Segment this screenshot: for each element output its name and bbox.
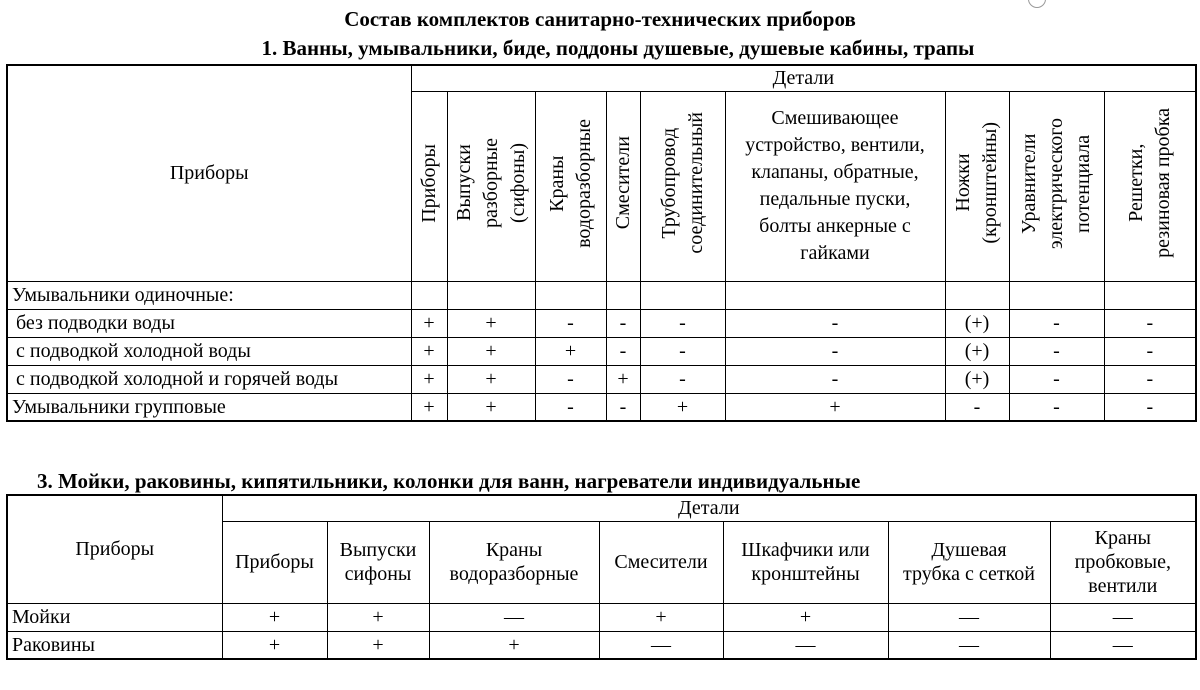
column-header-label: Смесители bbox=[611, 136, 634, 230]
row-label: Умывальники групповые bbox=[7, 393, 411, 421]
group-header-details: Детали bbox=[222, 495, 1196, 521]
column-header: Душевая трубка с сеткой bbox=[888, 521, 1050, 603]
table-cell: + bbox=[606, 365, 640, 393]
table-cell: - bbox=[535, 309, 606, 337]
table-cell: + bbox=[640, 393, 725, 421]
table-cell bbox=[725, 281, 945, 309]
table-cell: — bbox=[1050, 631, 1196, 659]
table-sanitary-fixtures bbox=[6, 64, 1197, 422]
table-row bbox=[7, 365, 1196, 393]
column-header bbox=[535, 91, 606, 281]
table-cell: + bbox=[222, 603, 327, 631]
table-cell: - bbox=[725, 337, 945, 365]
column-header bbox=[606, 91, 640, 281]
table-cell: — bbox=[888, 631, 1050, 659]
table-cell: - bbox=[1104, 393, 1196, 421]
table-cell bbox=[1009, 281, 1104, 309]
table-cell: + bbox=[447, 337, 535, 365]
table-cell: + bbox=[222, 631, 327, 659]
column-header-label: Приборы bbox=[417, 143, 440, 223]
column-header-label: Решетки, резиновая пробка bbox=[1124, 108, 1174, 258]
column-header bbox=[640, 91, 725, 281]
table-cell: - bbox=[1009, 309, 1104, 337]
column-header bbox=[1104, 91, 1196, 281]
column-header-label: Выпуски разборные (сифоны) bbox=[452, 138, 529, 228]
column-header: Смешивающее устройство, вентили, клапаны, обратные, педальные пуски, болты анкерные с гайками bbox=[725, 91, 945, 281]
table-cell bbox=[411, 281, 447, 309]
table-cell bbox=[945, 281, 1009, 309]
table-cell: + bbox=[447, 365, 535, 393]
table-cell: - bbox=[606, 309, 640, 337]
table-cell: - bbox=[1009, 393, 1104, 421]
table-row bbox=[7, 603, 1196, 631]
table-row bbox=[7, 337, 1196, 365]
column-header-label: Краны водоразборные bbox=[545, 118, 595, 248]
table-cell: — bbox=[1050, 603, 1196, 631]
table-cell bbox=[606, 281, 640, 309]
table-cell: - bbox=[606, 337, 640, 365]
table-cell: + bbox=[447, 309, 535, 337]
column-header-label: Уравнители электрического потенциала bbox=[1018, 117, 1094, 249]
table-cell: + bbox=[723, 603, 888, 631]
table-cell: + bbox=[327, 603, 429, 631]
table-cell: + bbox=[411, 365, 447, 393]
table-sinks-heaters bbox=[6, 494, 1197, 660]
table-cell bbox=[1104, 281, 1196, 309]
row-label: Умывальники одиночные: bbox=[7, 281, 411, 309]
group-header-details: Детали bbox=[411, 65, 1196, 91]
table-cell: + bbox=[411, 337, 447, 365]
table-row bbox=[7, 309, 1196, 337]
table-cell: - bbox=[1009, 365, 1104, 393]
column-header: Шкафчики или кронштейны bbox=[723, 521, 888, 603]
row-header-cell: Приборы bbox=[7, 65, 411, 281]
table-cell bbox=[447, 281, 535, 309]
table-cell: + bbox=[327, 631, 429, 659]
table-cell: — bbox=[888, 603, 1050, 631]
table-cell: - bbox=[1009, 337, 1104, 365]
column-header bbox=[447, 91, 535, 281]
column-header: Краны пробковые, вентили bbox=[1050, 521, 1196, 603]
table-cell: + bbox=[599, 603, 723, 631]
table-cell bbox=[640, 281, 725, 309]
column-header bbox=[411, 91, 447, 281]
table-cell: - bbox=[535, 393, 606, 421]
column-header: Смесители bbox=[599, 521, 723, 603]
row-label: Раковины bbox=[7, 631, 222, 659]
row-label: без подводки воды bbox=[7, 309, 411, 337]
row-label: Мойки bbox=[7, 603, 222, 631]
table-cell: - bbox=[725, 365, 945, 393]
table-cell: - bbox=[945, 393, 1009, 421]
table-cell: - bbox=[725, 309, 945, 337]
column-header bbox=[945, 91, 1009, 281]
table-cell: + bbox=[447, 393, 535, 421]
row-label: с подводкой холодной и горячей воды bbox=[7, 365, 411, 393]
column-header bbox=[1009, 91, 1104, 281]
table-row bbox=[7, 393, 1196, 421]
table-cell bbox=[535, 281, 606, 309]
table-cell: - bbox=[535, 365, 606, 393]
table-row bbox=[7, 631, 1196, 659]
column-header: Выпуски сифоны bbox=[327, 521, 429, 603]
table-cell: + bbox=[429, 631, 599, 659]
table-cell: + bbox=[535, 337, 606, 365]
table-cell: — bbox=[429, 603, 599, 631]
table-cell: (+) bbox=[945, 337, 1009, 365]
table-cell: + bbox=[411, 309, 447, 337]
table-cell: + bbox=[725, 393, 945, 421]
table-cell: (+) bbox=[945, 309, 1009, 337]
column-header-label: Ножки (кронштейны) bbox=[952, 122, 1001, 244]
table-cell: - bbox=[640, 365, 725, 393]
table-cell: - bbox=[1104, 337, 1196, 365]
table-cell: - bbox=[1104, 309, 1196, 337]
column-header: Приборы bbox=[222, 521, 327, 603]
table-cell: — bbox=[723, 631, 888, 659]
table-row bbox=[7, 281, 1196, 309]
table-cell: - bbox=[1104, 365, 1196, 393]
table-cell: (+) bbox=[945, 365, 1009, 393]
section-3-heading: 3. Мойки, раковины, кипятильники, колонки для ванн, нагреватели индивидуальные bbox=[37, 469, 861, 493]
table-cell: - bbox=[606, 393, 640, 421]
section-1-heading: 1. Ванны, умывальники, биде, поддоны душевые, душевые кабины, трапы bbox=[261, 36, 975, 60]
document-title: Состав комплектов санитарно-технических приборов bbox=[344, 7, 856, 31]
column-header-label: Трубопровод соединительный bbox=[657, 112, 707, 254]
row-header-cell: Приборы bbox=[7, 495, 222, 603]
column-header: Краны водоразборные bbox=[429, 521, 599, 603]
table-cell: + bbox=[411, 393, 447, 421]
table-cell: - bbox=[640, 309, 725, 337]
table-cell: — bbox=[599, 631, 723, 659]
row-label: с подводкой холодной воды bbox=[7, 337, 411, 365]
table-cell: - bbox=[640, 337, 725, 365]
